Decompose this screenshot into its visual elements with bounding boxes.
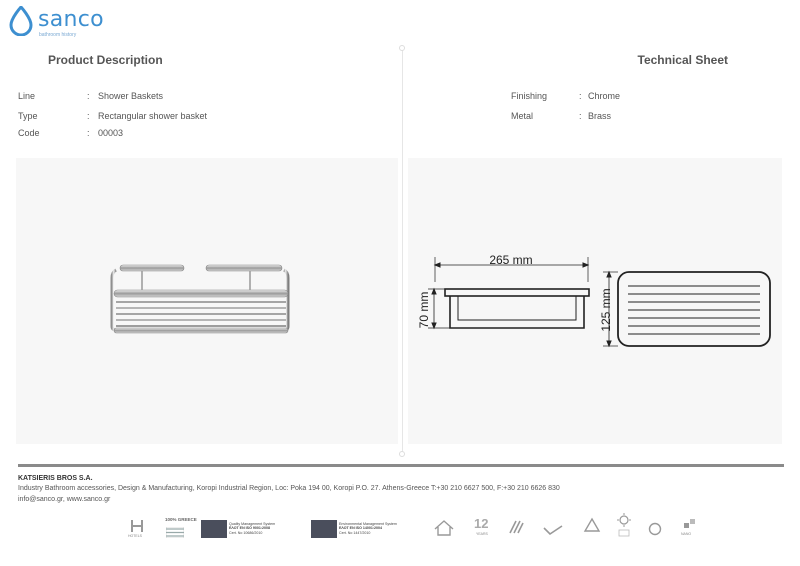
top-view-drawing xyxy=(603,272,770,346)
spec-row-finishing xyxy=(511,91,711,103)
width-dimension-label: 265 mm xyxy=(489,253,533,267)
house-badge-icon xyxy=(433,519,455,537)
water-drop-icon xyxy=(8,6,34,36)
spec-separator: : xyxy=(87,128,90,138)
cert-line: ΕΛΟΤ EN ISO 9001:2008 xyxy=(229,526,271,531)
check-badge-icon xyxy=(542,524,564,536)
cert-line: Cert. No 1447/2010 xyxy=(339,530,371,535)
company-address: Industry Bathroom accessories, Design & Manufacturing, Koropi Industrial Region, Loc: Poka 194 00, Koropi P.O. 27. Athens-Greece T:+30 210 6627 500, F:+30 210 6626 830 xyxy=(18,485,560,492)
years-badge-label: YEARS xyxy=(476,532,488,536)
greece-badge xyxy=(165,517,197,539)
shower-basket-photo xyxy=(16,158,398,444)
spec-label: Type xyxy=(18,111,38,121)
spec-label: Metal xyxy=(511,111,534,121)
spec-value: Brass xyxy=(588,111,612,121)
brand-name: sanco xyxy=(38,7,104,32)
spec-separator: : xyxy=(579,91,582,101)
divider-dot-bottom xyxy=(399,451,405,457)
cert-line: Environmental Management System xyxy=(339,522,397,526)
cert-line: Quality Management System xyxy=(229,522,276,526)
depth-dimension-label: 125 mm xyxy=(599,288,613,332)
spec-row-code xyxy=(18,128,318,140)
iso9001-cert-text xyxy=(229,522,275,535)
spec-separator: : xyxy=(87,111,90,121)
spec-value: Chrome xyxy=(588,91,621,101)
hotels-badge-icon xyxy=(131,519,143,533)
technical-drawing-panel xyxy=(408,158,782,444)
spec-value: Shower Baskets xyxy=(98,91,164,101)
product-description-title: Product Description xyxy=(48,53,163,67)
brand-tagline: bathroom history xyxy=(39,32,77,38)
iso14001-cert-text xyxy=(339,522,397,535)
cert-line: ΕΛΟΤ EN ISO 14001:2004 xyxy=(339,526,383,531)
company-contact[interactable]: info@sanco.gr, www.sanco.gr xyxy=(18,496,111,503)
spec-separator: : xyxy=(579,111,582,121)
spec-row-metal xyxy=(511,111,711,123)
diagonal-lines-badge-icon xyxy=(508,519,524,535)
greek-flag-icon xyxy=(166,527,184,538)
nano-badge-label: NANO xyxy=(681,532,692,536)
height-dimension-label: 70 mm xyxy=(417,291,431,329)
hotels-badge-label: HOTELS xyxy=(128,534,143,538)
circle-badge-icon xyxy=(648,522,662,536)
spec-value: Rectangular shower basket xyxy=(98,111,208,121)
spec-row-type xyxy=(18,111,318,123)
years-badge-number: 12 xyxy=(474,516,489,531)
years-badge xyxy=(473,516,493,538)
spec-label: Line xyxy=(18,91,36,101)
technical-drawing xyxy=(408,158,782,444)
iso14001-logo-icon xyxy=(311,520,337,538)
technical-sheet-title: Technical Sheet xyxy=(637,53,728,67)
spec-separator: : xyxy=(87,91,90,101)
divider-dot-top xyxy=(399,45,405,51)
product-image-panel xyxy=(16,158,398,444)
recycle-badge-icon xyxy=(583,517,601,535)
sanco-logo[interactable] xyxy=(8,4,118,40)
greece-badge-label: 100% GREECE xyxy=(165,517,197,522)
cert-line: Cert. No 10686/2010 xyxy=(229,530,263,535)
vertical-divider xyxy=(402,48,403,454)
iso9001-logo-icon xyxy=(201,520,227,538)
sun-badge-icon xyxy=(615,512,633,538)
nano-badge-icon xyxy=(683,518,697,530)
company-name: KATSIERIS BROS S.A. xyxy=(18,475,93,482)
spec-value: 00003 xyxy=(98,128,124,138)
spec-label: Finishing xyxy=(511,91,548,101)
front-view-drawing xyxy=(428,257,589,328)
spec-label: Code xyxy=(18,128,40,138)
footer-rule xyxy=(18,464,784,467)
spec-row-line xyxy=(18,91,318,103)
